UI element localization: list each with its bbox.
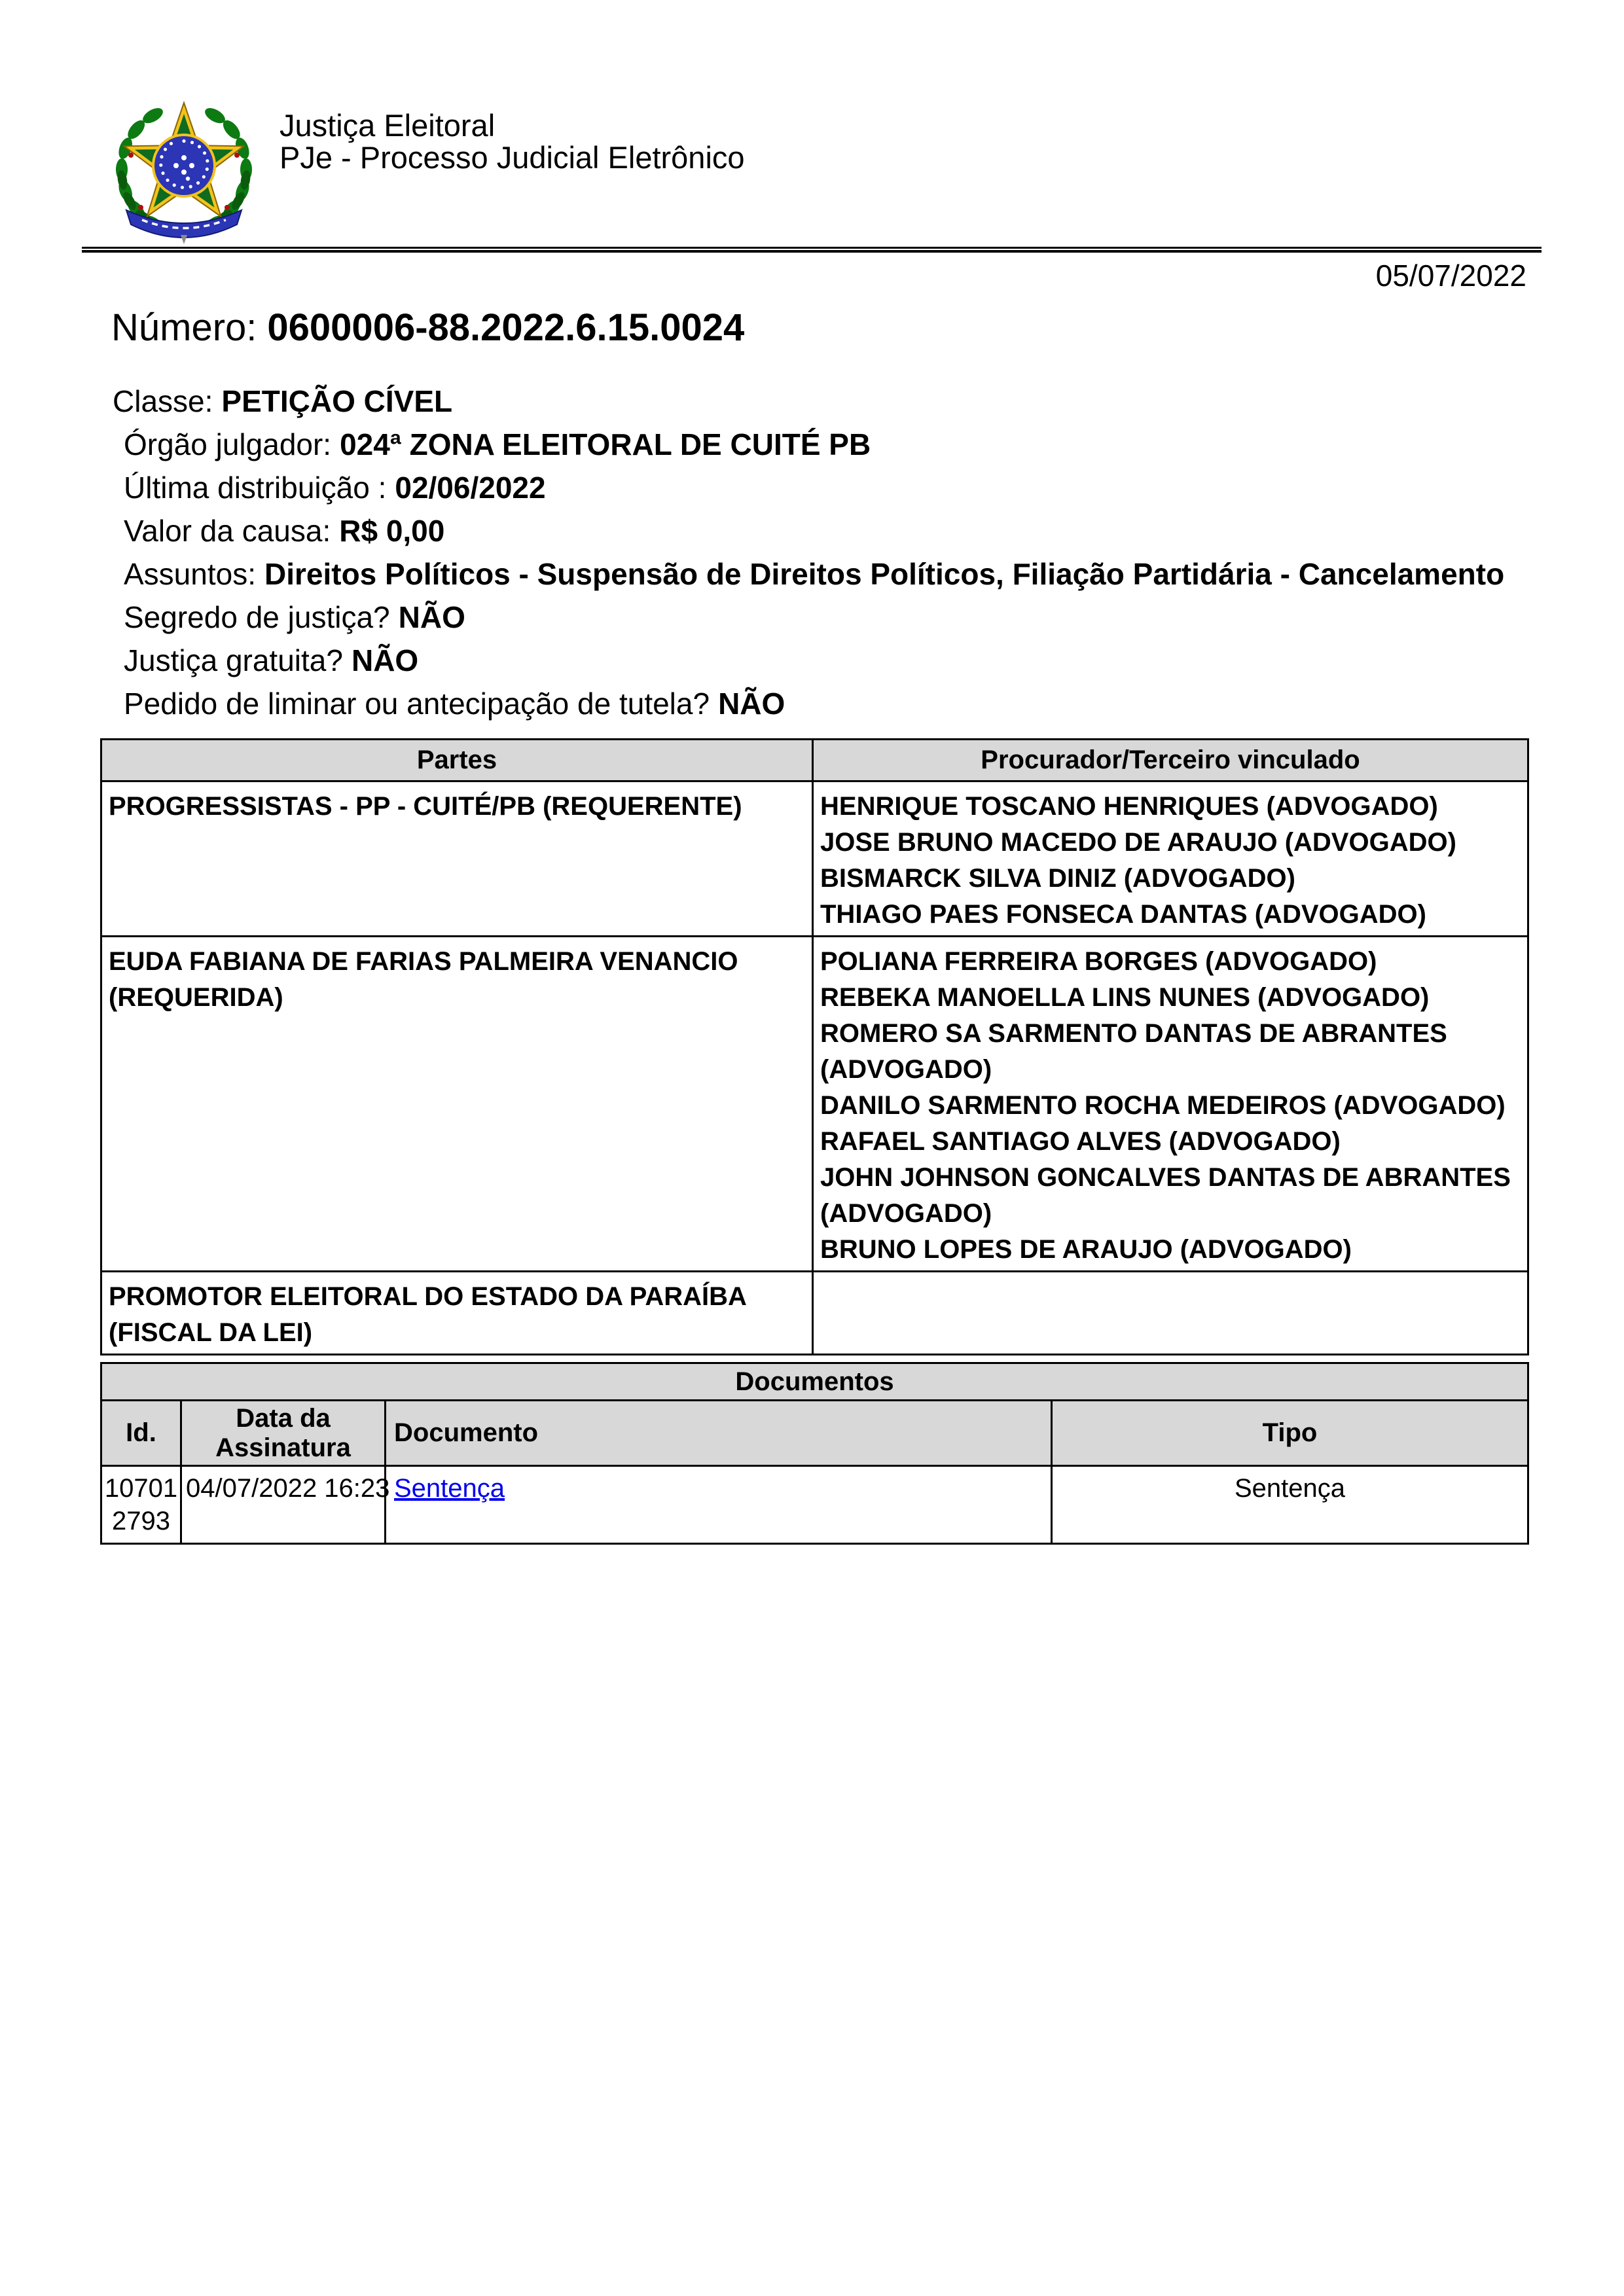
procurador-name: DANILO SARMENTO ROCHA MEDEIROS (ADVOGADO) (820, 1091, 1506, 1120)
info-label: Assuntos: (124, 557, 256, 591)
header-divider (82, 247, 1542, 253)
info-value: R$ 0,00 (339, 514, 445, 548)
procurador-name: BISMARCK SILVA DINIZ (ADVOGADO) (820, 864, 1295, 893)
documento-tipo-cell: Sentença (1052, 1466, 1528, 1544)
procuradores-cell (813, 781, 1528, 937)
documento-link-cell (386, 1466, 1052, 1544)
process-number-label: Número: (111, 306, 257, 349)
documentos-header-data: Data da Assinatura (181, 1401, 386, 1466)
documentos-header-tipo: Tipo (1052, 1401, 1528, 1466)
info-label: Pedido de liminar ou antecipação de tutela? (124, 687, 710, 721)
case-info-line (113, 509, 1624, 552)
procurador-name: BRUNO LOPES DE ARAUJO (ADVOGADO) (820, 1235, 1352, 1264)
procurador-name: JOHN JOHNSON GONCALVES DANTAS DE ABRANTES (ADVOGADO) (820, 1163, 1511, 1228)
sword-tip (181, 235, 187, 244)
info-value: PETIÇÃO CÍVEL (221, 384, 453, 418)
info-value: 02/06/2022 (395, 471, 546, 505)
case-info-line (113, 682, 1624, 725)
partes-header: Partes (101, 740, 813, 781)
procurador-name: HENRIQUE TOSCANO HENRIQUES (ADVOGADO) (820, 792, 1438, 821)
procurador-name: JOSE BRUNO MACEDO DE ARAUJO (ADVOGADO) (820, 828, 1456, 857)
process-number-value: 0600006-88.2022.6.15.0024 (267, 306, 745, 349)
brazil-coat-of-arms-icon (115, 95, 253, 244)
app-title-line2: PJe - Processo Judicial Eletrônico (280, 140, 745, 175)
info-label: Última distribuição : (124, 471, 387, 505)
documentos-title: Documentos (101, 1363, 1528, 1401)
procurador-header: Procurador/Terceiro vinculado (813, 740, 1528, 781)
page-header (115, 95, 1624, 244)
procurador-name: ROMERO SA SARMENTO DANTAS DE ABRANTES (ADVOGADO) (820, 1019, 1447, 1084)
info-value: NÃO (398, 600, 465, 634)
parte-row (101, 781, 1528, 937)
parte-cell: EUDA FABIANA DE FARIAS PALMEIRA VENANCIO (REQUERIDA) (101, 937, 813, 1272)
documentos-header-id: Id. (101, 1401, 181, 1466)
procuradores-cell (813, 1272, 1528, 1355)
info-value: Direitos Políticos - Suspensão de Direitos Políticos, Filiação Partidária - Cancelamento (264, 557, 1505, 591)
case-info-line (113, 639, 1624, 682)
documentos-header-documento: Documento (386, 1401, 1052, 1466)
partes-table (100, 738, 1529, 1355)
case-info-line (113, 596, 1624, 639)
documento-link[interactable]: Sentença (394, 1474, 505, 1503)
info-label: Justiça gratuita? (124, 643, 343, 677)
documento-row (101, 1466, 1528, 1544)
documentos-table (100, 1362, 1529, 1545)
case-info-line (113, 552, 1624, 596)
app-title (280, 109, 745, 173)
case-info-line (113, 423, 1624, 466)
documento-id-cell: 107012793 (101, 1466, 181, 1544)
procurador-name: POLIANA FERREIRA BORGES (ADVOGADO) (820, 947, 1377, 976)
info-label: Valor da causa: (124, 514, 331, 548)
parte-row (101, 937, 1528, 1272)
parte-cell: PROGRESSISTAS - PP - CUITÉ/PB (REQUERENTE) (101, 781, 813, 937)
documento-data-cell: 04/07/2022 16:23 (181, 1466, 386, 1544)
case-info-block (113, 380, 1624, 725)
procurador-name: THIAGO PAES FONSECA DANTAS (ADVOGADO) (820, 900, 1426, 929)
info-value: NÃO (718, 687, 785, 721)
process-number-line (111, 305, 1624, 351)
info-value: 024ª ZONA ELEITORAL DE CUITÉ PB (340, 427, 871, 461)
app-title-line1: Justiça Eleitoral (280, 108, 496, 143)
parte-row (101, 1272, 1528, 1355)
info-label: Segredo de justiça? (124, 600, 390, 634)
procuradores-cell (813, 937, 1528, 1272)
document-date: 05/07/2022 (1375, 259, 1526, 293)
parte-cell: PROMOTOR ELEITORAL DO ESTADO DA PARAÍBA (FISCAL DA LEI) (101, 1272, 813, 1355)
info-label: Classe: (113, 384, 213, 418)
info-label: Órgão julgador: (124, 427, 332, 461)
case-info-line (113, 466, 1624, 509)
procurador-name: REBEKA MANOELLA LINS NUNES (ADVOGADO) (820, 983, 1430, 1012)
case-info-line (113, 380, 1624, 423)
procurador-name: RAFAEL SANTIAGO ALVES (ADVOGADO) (820, 1127, 1341, 1156)
info-value: NÃO (351, 643, 419, 677)
